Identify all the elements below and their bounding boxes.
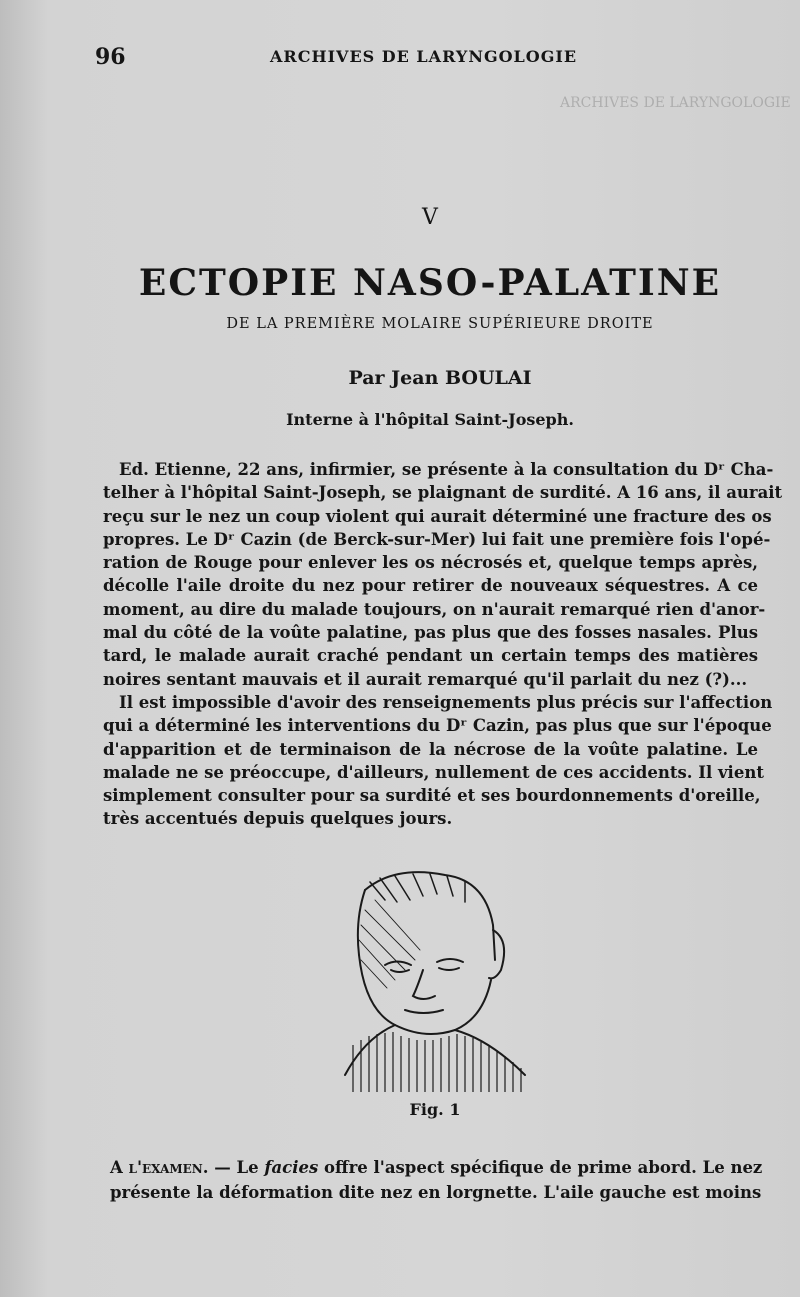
body-text (103, 458, 783, 831)
journal-title: ARCHIVES DE LARYNGOLOGIE (270, 47, 578, 66)
body-line: tard, le malade aurait craché pendant un certain temps des matières (103, 646, 758, 666)
body-line: qui a déterminé les interventions du Dʳ Cazin, pas plus que sur l'époque (103, 716, 772, 736)
body-line: noires sentant mauvais et il aurait remarqué qu'il parlait du nez (?)... (103, 669, 748, 689)
exam-line: présente la déformation dite nez en lorgnette. L'aile gauche est moins (110, 1183, 762, 1202)
body-line: mal du côté de la voûte palatine, pas plus que des fosses nasales. Plus (103, 623, 758, 643)
body-line: ration de Rouge pour enlever les os nécrosés et, quelque temps après, (103, 553, 758, 573)
exam-line-1-rest: offre l'aspect spécifique de prime abord. Le nez (318, 1158, 763, 1177)
section-numeral: V (422, 205, 438, 230)
exam-label: A l'examen. (110, 1158, 209, 1177)
body-line: très accentués depuis quelques jours. (103, 809, 453, 829)
body-line: décolle l'aile droite du nez pour retirer de nouveaux séquestres. A ce (103, 576, 758, 596)
body-line: telher à l'hôpital Saint-Joseph, se plaignant de surdité. A 16 ans, il aurait (103, 483, 783, 503)
body-line: moment, au dire du malade toujours, on n'aurait remarqué rien d'anor- (103, 599, 766, 619)
body-line: propres. Le Dʳ Cazin (de Berck-sur-Mer) lui fait une première fois l'opé- (103, 529, 771, 549)
running-head (0, 44, 800, 74)
page-number: 96 (95, 44, 126, 70)
article-subtitle: DE LA PREMIÈRE MOLAIRE SUPÉRIEURE DROITE (226, 316, 654, 332)
show-through-text: ARCHIVES DE LARYNGOLOGIE (560, 95, 791, 111)
author-byline: Par Jean BOULAI (348, 367, 532, 389)
body-line: Ed. Etienne, 22 ans, infirmier, se présente à la consultation du Dʳ Cha- (119, 460, 774, 479)
exam-dash: — Le (208, 1158, 265, 1177)
figure-caption: Fig. 1 (409, 1100, 461, 1119)
author-affiliation: Interne à l'hôpital Saint-Joseph. (286, 410, 574, 429)
article-title: ECTOPIE NASO-PALATINE (138, 262, 722, 304)
body-line: Il est impossible d'avoir des renseignements plus précis sur l'affection (119, 692, 773, 712)
exam-line (110, 1155, 763, 1180)
body-line: malade ne se préoccupe, d'ailleurs, nullement de ces accidents. Il vient (103, 762, 764, 782)
patient-face-illustration (325, 870, 550, 1095)
body-line: reçu sur le nez un coup violent qui aurait déterminé une fracture des os (103, 506, 772, 526)
body-line: d'apparition et de terminaison de la nécrose de la voûte palatine. Le (103, 739, 758, 759)
body-line: simplement consulter pour sa surdité et ses bourdonnements d'oreille, (103, 786, 761, 806)
exam-facies: facies (264, 1158, 319, 1177)
examination-paragraph (110, 1155, 763, 1205)
